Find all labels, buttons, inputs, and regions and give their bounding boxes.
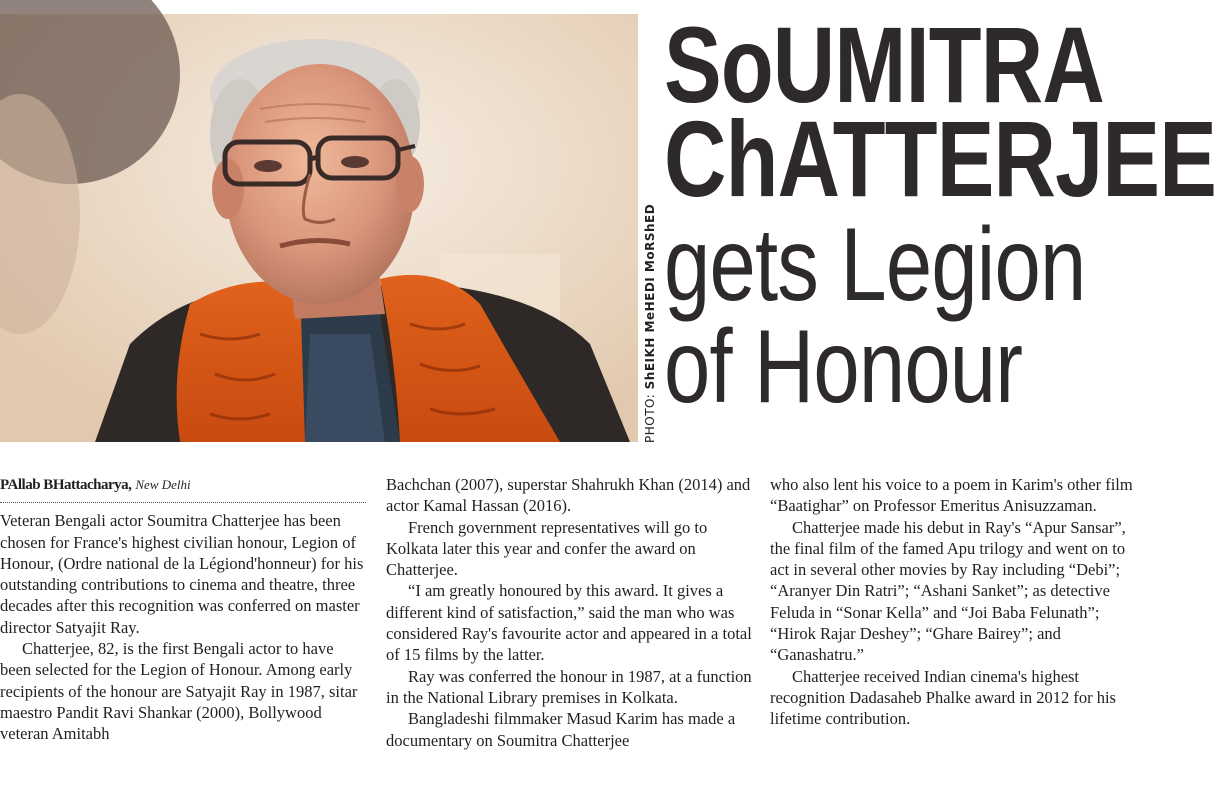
paragraph: Chatterjee, 82, is the first Bengali actor to have been selected for the Legion of Honour. Among early recipients of the honour are Satyajit Ray in 1987, sitar maestro Pandit Ravi Shankar (2000), Bollywood veteran Amitabh xyxy=(0,639,358,744)
headline-line-1: SoUMITRA xyxy=(664,4,1104,125)
byline-location: New Delhi xyxy=(135,477,191,492)
headline-line-3: gets Legion xyxy=(664,207,1086,323)
portrait-photo xyxy=(0,14,638,442)
byline xyxy=(0,474,366,503)
paragraph: French government representatives will go to Kolkata later this year and confer the award on Chatterjee. xyxy=(386,517,708,580)
paragraph: Bachchan (2007), superstar Shahrukh Khan (2014) and actor Kamal Hassan (2016). xyxy=(386,475,751,516)
paragraph: who also lent his voice to a poem in Karim's other film “Baatighar” on Professor Emeritus Anisuzzaman. xyxy=(770,475,1133,516)
article-column-2 xyxy=(386,474,754,751)
headline-line-2: ChATTERJEE xyxy=(664,98,1216,219)
paragraph: Bangladeshi filmmaker Masud Karim has made a documentary on Soumitra Chatterjee xyxy=(386,709,736,750)
paragraph: Chatterjee received Indian cinema's highest recognition Dadasaheb Phalke award in 2012 for his lifetime contribution. xyxy=(770,666,1116,729)
headline xyxy=(664,4,1216,425)
photo-credit-prefix: PHOTO: xyxy=(643,389,657,443)
byline-name: PAllab BHattacharya, xyxy=(0,477,132,493)
photo-credit-name: ShEIKH MeHEDI MoRShED xyxy=(643,203,657,390)
photo-credit xyxy=(641,13,659,443)
article-column-1 xyxy=(0,474,366,745)
paragraph: Veteran Bengali actor Soumitra Chatterjee has been chosen for France's highest civilian honour, Legion of Honour, (Ordre national de la Légiond'honneur) for his outstanding contributions to cinema and theatre, three decades after this recognition was conferred on master director Satyajit Ray. xyxy=(0,511,364,637)
paragraph: Ray was conferred the honour in 1987, at a function in the National Library premises in Kolkata. xyxy=(386,666,752,707)
paragraph: Chatterjee made his debut in Ray's “Apur Sansar”, the final film of the famed Apu trilogy and went on to act in several other movies by Ray including “Debi”; “Aranyer Din Ratri”; “Ashani Sanket”; as detective Feluda in “Sonar Kella” and “Joi Baba Felunath”; “Hirok Rajar Deshey”; “Ghare Bairey”; and “Ganashatru.” xyxy=(770,517,1126,665)
portrait-illustration xyxy=(0,14,638,442)
paragraph: “I am greatly honoured by this award. It gives a different kind of satisfaction,” said the man who was considered Ray's favourite actor and appeared in a total of 15 films by the latter. xyxy=(386,581,752,665)
article-column-3 xyxy=(770,474,1142,730)
headline-line-4: of Honour xyxy=(664,309,1023,425)
